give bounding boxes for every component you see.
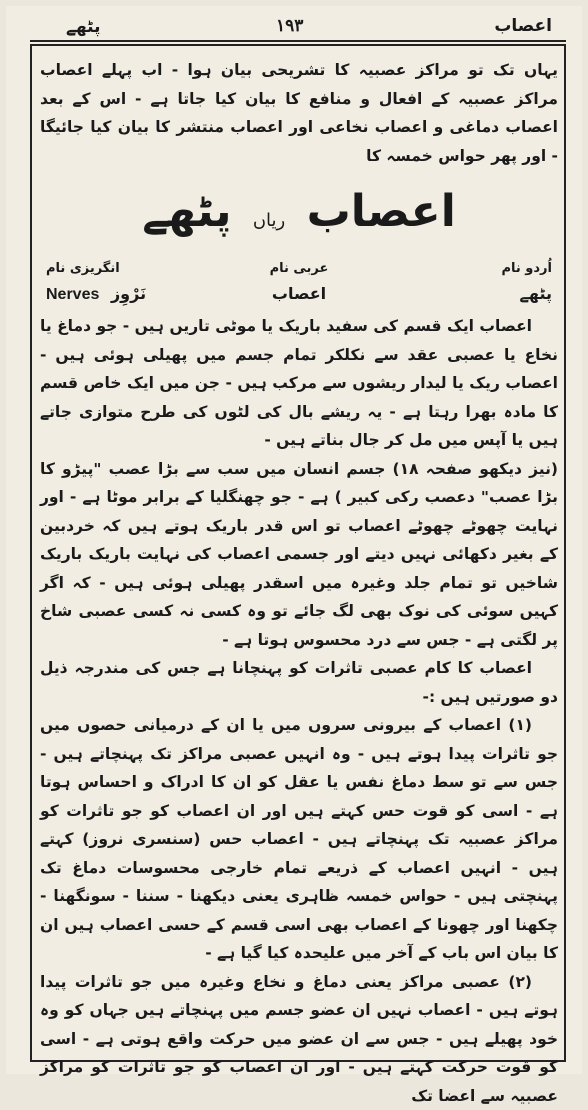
section-title <box>40 182 558 251</box>
title-alt: پٹھے <box>142 186 231 237</box>
names-table <box>40 261 558 304</box>
body-paragraph: (۲) عصبی مراکز یعنی دماغ و نخاع وغیرہ میں جو تاثرات پیدا ہوتے ہیں - اعصاب نہیں ان عضو جسم میں پہنچاتے ہیں جہاں کو وہ خود پھیلے ہیں - جس سے ان عضو میں حرکت واقع ہوتی ہے - اسی کو قوت حرکت کہتے ہیں - اور ان اعصاب کو جو تاثرات کو مراکز عصبیہ سے اعضا تک <box>40 968 558 1110</box>
body-paragraph: اعصاب کا کام عصبی تاثرات کو پہنچانا ہے جس کی مندرجہ ذیل دو صورتیں ہیں :- <box>40 654 558 711</box>
english-name-latin: Nerves <box>46 286 99 303</box>
title-small: ریاں <box>253 210 285 231</box>
arabic-name-label: عربی نام <box>216 261 383 276</box>
page-number: ۱۹۳ <box>276 16 303 36</box>
body-paragraph: اعصاب ایک قسم کی سفید باریک یا موٹی تاریں ہیں - جو دماغ یا نخاع یا عصبی عقد سے نکلکر تمام جسم میں پھیلی ہوئی ہیں - اعصاب ریک یا لیدار ریشوں سے مرکب ہیں - جن میں ایک خاص قسم کا مادہ بھرا رہتا ہے - یہ ریشے بال کی لٹوں کی طرح متوازی جاتے ہیں یا آپس میں مل کر جال بناتے ہیں - <box>40 312 558 455</box>
body-text <box>40 312 558 1110</box>
running-header-subtitle: پٹھے <box>66 16 101 37</box>
running-header-title: اعصاب <box>494 16 552 36</box>
title-main: اعصاب <box>307 186 456 237</box>
header-rule <box>30 40 566 42</box>
names-labels-row <box>40 261 558 276</box>
arabic-name-value: اعصاب <box>216 284 383 304</box>
urdu-name-value: پٹھے <box>385 284 552 304</box>
intro-text: یہاں تک تو مراکز عصبیہ کا تشریحی بیان ہوا - اب پہلے اعصاب مراکز عصبیہ کے افعال و منافع کا بیان کیا جاتا ہے - اس کے بعد اعصاب دماغی و اعصاب نخاعی اور اعصاب منتشر کا بیان کیا جائیگا - اور پھر حواس خمسہ کا <box>40 56 558 170</box>
page-content <box>40 56 558 1110</box>
urdu-name-label: اُردو نام <box>385 261 552 276</box>
intro-paragraph <box>40 56 558 170</box>
english-name-urdu-script: نَرْوِز <box>111 284 146 303</box>
body-paragraph: (۱) اعصاب کے بیرونی سروں میں یا ان کے درمیانی حصوں میں جو تاثرات پیدا ہوتے ہیں - وہ انہیں عصبی مراکز تک پہنچاتے ہیں - جس سے تو سط دماغ نفس یا عقل کو ان کا ادراک و احساس ہوتا ہے - اسی کو قوت حس کہتے ہیں اور ان اعصاب کو جو تاثرات کو مراکز عصبیہ تک پہنچاتے ہیں - اعصاب حس (سنسری نروز) کہتے ہیں - انہیں اعصاب کے ذریعے تمام خارجی محسوسات دماغ تک پہنچتی ہیں - حواس خمسہ ظاہری یعنی دیکھنا - سننا - سونگھنا - چکھنا اور چھونا کے اعصاب بھی اسی قسم کے حسی اعصاب ہیں ان کا بیان اس باب کے آخر میں علیحدہ کیا گیا ہے - <box>40 711 558 968</box>
english-name-label: انگریزی نام <box>46 261 213 276</box>
names-values-row <box>40 276 558 304</box>
english-name-value <box>46 284 213 304</box>
body-paragraph: (نیز دیکھو صفحہ ۱۸) جسم انسان میں سب سے بڑا عصب "پیڑو کا بڑا عصب" دعصب رکی کبیر ) ہے - جو چھنگلیا کے برابر موٹا ہے - اور نہایت چھوٹے چھوٹے اعصاب تو اس قدر باریک ہوتے ہیں کہ خردبین کے بغیر دکھائی نہیں دیتے اور جسمی اعصاب کی نہایت باریک باریک شاخیں تو تمام جلد وغیرہ میں اسقدر پھیلی ہوئی ہیں - کہ اگر کہیں سوئی کی نوک بھی لگ جائے تو وہ کسی نہ کسی عصبی شاخ پر لگتی ہے - جس سے درد محسوس ہوتا ہے - <box>40 455 558 655</box>
